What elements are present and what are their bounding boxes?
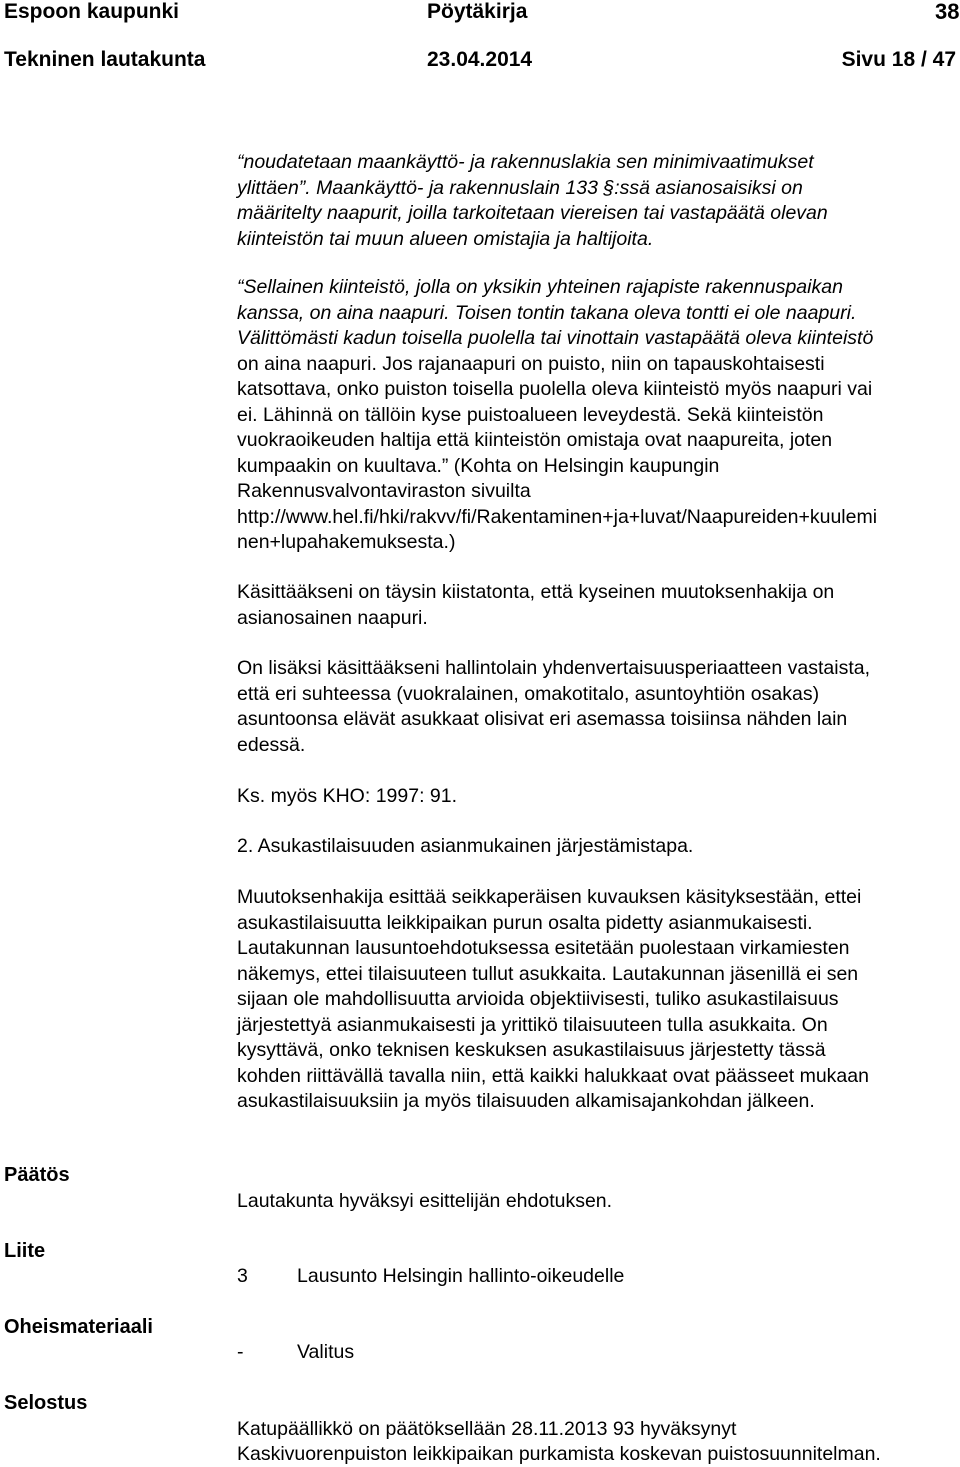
description-label: Selostus	[4, 1392, 88, 1414]
decision-label: Päätös	[4, 1164, 70, 1186]
item-number: 38	[935, 0, 960, 24]
text-line: vuokraoikeuden haltija että kiinteistön omistaja ovat naapureita, joten	[237, 429, 833, 451]
text-line: kysyttävä, onko teknisen keskuksen asukastilaisuus järjestetty tässä	[237, 1039, 826, 1061]
text-line: näkemys, ettei tilaisuuteen tullut asukkaita. Lautakunnan jäsenillä ei sen	[237, 962, 859, 985]
text-line: kohden riittävällä tavalla niin, että kaikki halukkaat ovat päässeet mukaan	[237, 1064, 869, 1087]
paragraph-naapuri	[237, 580, 960, 631]
supplementary-bullet: -	[237, 1341, 244, 1363]
committee-name: Tekninen lautakunta	[4, 48, 206, 71]
text-line: kumpaakin on kuultava.” (Kohta on Helsingin kaupungin	[237, 454, 720, 477]
quote-block-1	[237, 150, 960, 252]
text-line: “Sellainen kiinteistö, jolla on yksikin yhteinen rajapiste rakennuspaikan	[237, 276, 843, 298]
supplementary-item[interactable]: Valitus	[297, 1341, 355, 1363]
attachment-number: 3	[237, 1265, 248, 1287]
decision-text: Lautakunta hyväksyi esittelijän ehdotuksen.	[237, 1190, 613, 1212]
text-line: että eri suhteessa (vuokralainen, omakotitalo, asuntoyhtiön osakas)	[237, 682, 820, 705]
text-line: asianosainen naapuri.	[237, 606, 428, 629]
text-line: järjestettyä asianmukaisesti ja yrittikö tilaisuuteen tulla asukkaita. On	[237, 1013, 828, 1036]
text-line: 2. Asukastilaisuuden asianmukainen järjestämistapa.	[237, 835, 694, 857]
text-line: Välittömästi kadun toisella puolella tai vinottain vastapäätä oleva kiinteistö	[237, 327, 874, 349]
text-line: asukastilaisuutta leikkipaikan purun osalta pidetty asianmukaisesti.	[237, 911, 813, 934]
supplementary-label: Oheismateriaali	[4, 1316, 153, 1338]
organization-name: Espoon kaupunki	[4, 0, 180, 23]
text-line: Katupäällikkö on päätöksellään 28.11.2013 93 hyväksynyt	[237, 1418, 737, 1440]
text-line: asuntoonsa elävät asukkaat olisivat eri asemassa toisiinsa nähden lain	[237, 708, 848, 730]
text-line: kanssa, on aina naapuri. Toisen tontin takana oleva tontti ei ole naapuri.	[237, 301, 857, 324]
text-line: Kaskivuorenpuiston leikkipaikan purkamista koskevan puistosuunnitelman.	[237, 1443, 881, 1465]
text-line: kiinteistön tai muun alueen omistajia ja haltijoita.	[237, 227, 654, 250]
text-line: ei. Lähinnä on tällöin kyse puistoalueen leveydestä. Sekä kiinteistön	[237, 403, 824, 426]
quote-block-2	[237, 275, 960, 556]
text-line: katsottava, onko puiston toisella puolella oleva kiinteistö myös naapuri vai	[237, 378, 873, 400]
paragraph-equality	[237, 656, 960, 758]
page-number: Sivu 18 / 47	[841, 48, 956, 71]
paragraph-residents-event	[237, 885, 960, 1115]
text-line: Rakennusvalvontaviraston sivuilta	[237, 480, 531, 502]
text-line: on aina naapuri. Jos rajanaapuri on puisto, niin on tapauskohtaisesti	[237, 352, 825, 375]
description-text	[237, 1417, 881, 1467]
attachment-link[interactable]: Lausunto Helsingin hallinto-oikeudelle	[297, 1265, 625, 1287]
paragraph-reference	[237, 784, 960, 810]
text-line: sijaan ole mahdollisuutta arvioida objektiivisesti, tuliko asukastilaisuus	[237, 988, 839, 1010]
text-line: Lautakunnan lausuntoehdotuksessa esitetään puolestaan virkamiesten	[237, 937, 850, 959]
text-line: On lisäksi käsittääkseni hallintolain yhdenvertaisuusperiaatteen vastaista,	[237, 657, 871, 679]
section-heading-2	[237, 834, 960, 860]
document-type: Pöytäkirja	[427, 0, 528, 23]
text-line: edessä.	[237, 733, 306, 756]
text-line: “noudatetaan maankäyttö- ja rakennuslakia sen minimivaatimukset	[237, 151, 814, 173]
text-line: asukastilaisuuksiin ja myös tilaisuuden alkamisajankohdan jälkeen.	[237, 1090, 815, 1112]
text-line: Muutoksenhakija esittää seikkaperäisen kuvauksen käsityksestään, ettei	[237, 886, 862, 908]
text-line: ylittäen”. Maankäyttö- ja rakennuslain 133 §:ssä asianosaisiksi on	[237, 176, 803, 199]
text-line: Käsittääkseni on täysin kiistatonta, että kyseinen muutoksenhakija on	[237, 581, 835, 603]
text-line: nen+lupahakemuksesta.)	[237, 531, 456, 553]
source-url: http://www.hel.fi/hki/rakvv/fi/Rakentaminen+ja+luvat/Naapureiden+kuulemi	[237, 505, 878, 528]
text-line: Ks. myös KHO: 1997: 91.	[237, 785, 458, 807]
meeting-date: 23.04.2014	[427, 48, 533, 71]
text-line: määritelty naapurit, joilla tarkoitetaan viereisen tai vastapäätä olevan	[237, 202, 828, 224]
attachment-label: Liite	[4, 1240, 46, 1262]
